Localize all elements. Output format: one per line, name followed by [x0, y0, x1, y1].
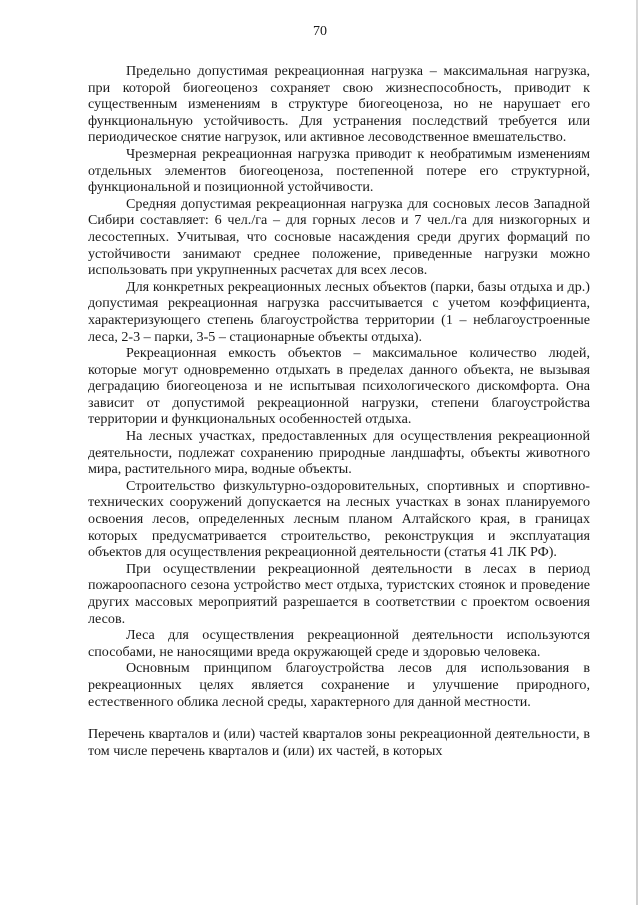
paragraph-main-principle: Основным принципом благоустройства лесов для использования в рекреационных целях является сохранение и улучшение природного, естественного облика лесной среды, характерного для данной местности. — [88, 660, 590, 710]
paragraph-specific-objects: Для конкретных рекреационных лесных объектов (парки, базы отдыха и др.) допустимая рекреационная нагрузка рассчитывается с учетом коэффициента, характеризующего степень благоустройства территории (1 – неблагоустроенные леса, 2-3 – парки, 3-5 – стационарные объекты отдыха). — [88, 278, 590, 345]
paragraph-load-limit: Предельно допустимая рекреационная нагрузка – максимальная нагрузка, при которой биогеоценоз сохраняет свою жизнеспособность, приводит к существенным изменениям в структуре биогеоценоза, но не нарушает его функциональную устойчивость. Для устранения последствий требуется или периодическое снятие нагрузок, или активное лесоводственное вмешательство. — [88, 63, 590, 146]
paragraph-construction: Строительство физкультурно-оздоровительных, спортивных и спортивно-технических сооружений допускается на лесных участках в зонах планируемого освоения лесов, определенных лесным планом Алтайского края, в границах которых предусматривается строительство, реконструкция и эксплуатация объектов для осуществления рекреационной деятельности (статья 41 ЛК РФ). — [88, 477, 590, 561]
page-number: 70 — [313, 24, 327, 39]
paragraph-average-load: Средняя допустимая рекреационная нагрузка для сосновых лесов Западной Сибири составляет: 6 чел./га – для горных лесов и 7 чел./га для низкогорных и лесостепных. Учитывая, что сосновые насаждения среди других формаций по устойчивости занимают среднее положение, приведенные нагрузки можно использовать при укрупненных расчетах для всех лесов. — [88, 195, 590, 279]
paragraph-excessive-load: Чрезмерная рекреационная нагрузка приводит к необратимым изменениям отдельных элементов биогеоценоза, постепенной потере его структурной, функциональной и позиционной устойчивости. — [88, 145, 590, 196]
paragraph-usage-methods: Леса для осуществления рекреационной деятельности используются способами, не наносящими вреда окружающей среде и здоровью человека. — [88, 627, 590, 660]
document-body — [88, 63, 590, 759]
paragraph-protected-landscapes: На лесных участках, предоставленных для осуществления рекреационной деятельности, подлежат сохранению природные ландшафты, объекты животного мира, растительного мира, водные объекты. — [88, 428, 590, 478]
section-heading: Перечень кварталов и (или) частей кварталов зоны рекреационной деятельности, в том числе перечень кварталов и (или) их частей, в которых — [88, 726, 590, 759]
scan-edge-shadow — [636, 0, 638, 905]
paragraph-recreational-capacity: Рекреационная емкость объектов – максимальное количество людей, которые могут одновременно отдыхать в пределах данного объекта, не вызывая деградацию биогеоценоза и не испытывая психологического дискомфорта. Она зависит от допустимой рекреационной нагрузки, степени благоустройства территории и функциональных особенностей отдыха. — [88, 345, 590, 428]
paragraph-fire-season: При осуществлении рекреационной деятельности в лесах в период пожароопасного сезона устройство мест отдыха, туристских стоянок и проведение других массовых мероприятий разрешается в соответствии с проектом освоения лесов. — [88, 560, 590, 627]
